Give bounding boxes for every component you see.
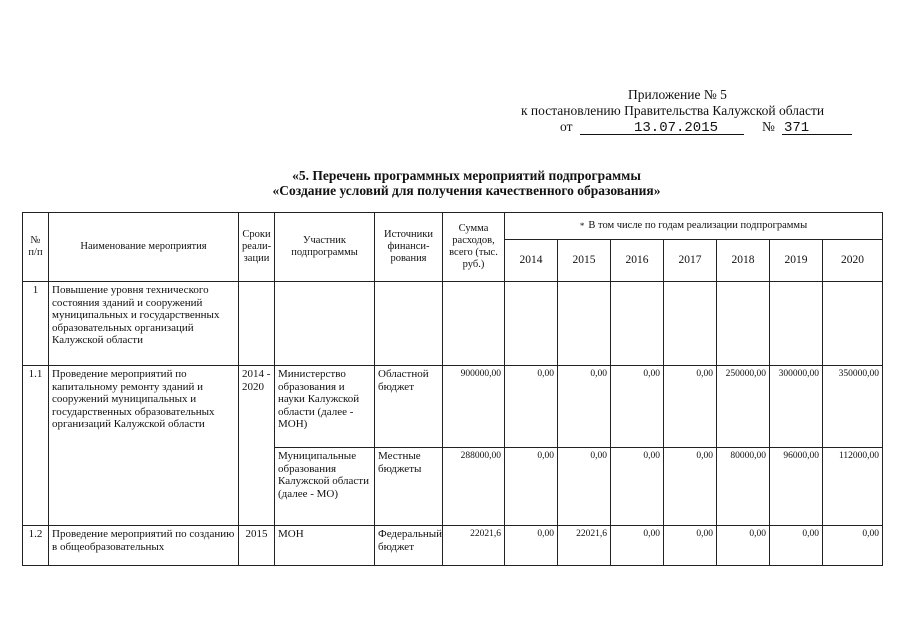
row-year-2019: 0,00 [770,526,823,566]
appendix-date-field [580,118,744,135]
row-name: Проведение мероприятий по созданию в общеобразовательных [49,526,239,566]
row-year-2020: 112000,00 [823,448,883,526]
row-num: 1 [23,282,49,366]
row-year-2019: 300000,00 [770,366,823,448]
appendix-title: Приложение № 5 [628,87,727,102]
row-terms: 2015 [239,526,275,566]
row-name: Повышение уровня технического состояния зданий и сооружений муниципальных и государственных образовательных организаций Калужской области [49,282,239,366]
header-year-2019: 2019 [770,240,823,282]
row-year-2015: 22021,6 [558,526,611,566]
row-sum: 22021,6 [443,526,505,566]
document-title-line1: «5. Перечень программных мероприятий подпрограммы [292,168,641,183]
header-years-group-mark: * [579,221,585,231]
row-participant: Муниципальные образования Калужской области (далее - МО) [275,448,375,526]
table-header-row-1 [23,213,883,240]
document-title-line2: «Создание условий для получения качественного образования» [272,183,661,198]
row-year-2020: 350000,00 [823,366,883,448]
row-name: Проведение мероприятий по капитальному ремонту зданий и сооружений муниципальных и государственных образовательных организаций Калужской области [49,366,239,526]
row-year-2018: 250000,00 [717,366,770,448]
row-num: 1.2 [23,526,49,566]
header-sum: Сумма расходов, всего (тыс. руб.) [443,213,505,282]
row-participant: Министерство образования и науки Калужской области (далее - МОН) [275,366,375,448]
row-year-2017: 0,00 [664,526,717,566]
table-row [23,282,883,366]
header-year-2017: 2017 [664,240,717,282]
row-sum: 900000,00 [443,366,505,448]
row-source: Федеральный бюджет [375,526,443,566]
row-year-2014: 0,00 [505,366,558,448]
appendix-date-line [560,119,572,135]
appendix-number: 371 [784,120,810,136]
row-year-2018: 0,00 [717,526,770,566]
appendix-decree-line: к постановлению Правительства Калужской области [521,103,825,118]
row-year-2014: 0,00 [505,526,558,566]
row-year-2014: 0,00 [505,448,558,526]
row-num: 1.1 [23,366,49,526]
header-year-2015: 2015 [558,240,611,282]
header-year-2014: 2014 [505,240,558,282]
table-row [23,366,883,448]
header-years-group [505,213,883,240]
row-source: Областной бюджет [375,366,443,448]
row-year-2017: 0,00 [664,366,717,448]
header-year-2020: 2020 [823,240,883,282]
table-row [23,526,883,566]
row-year-2016: 0,00 [611,526,664,566]
row-year-2015: 0,00 [558,448,611,526]
appendix-number-field [782,118,852,135]
row-terms: 2014 - 2020 [239,366,275,526]
activities-table [22,212,883,566]
appendix-from-label: от [560,119,573,134]
appendix-date: 13.07.2015 [633,120,718,136]
row-participant: МОН [275,526,375,566]
row-year-2018: 80000,00 [717,448,770,526]
row-year-2015: 0,00 [558,366,611,448]
row-sum: 288000,00 [443,448,505,526]
row-year-2020: 0,00 [823,526,883,566]
row-year-2019: 96000,00 [770,448,823,526]
header-terms: Сроки реали-зации [239,213,275,282]
row-year-2016: 0,00 [611,366,664,448]
header-sources: Источники финанси-рования [375,213,443,282]
appendix-number-label: № [762,119,775,134]
header-participant: Участник подпрограммы [275,213,375,282]
header-num: № п/п [23,213,49,282]
row-source: Местные бюджеты [375,448,443,526]
header-name: Наименование мероприятия [49,213,239,282]
header-year-2016: 2016 [611,240,664,282]
header-year-2018: 2018 [717,240,770,282]
row-year-2017: 0,00 [664,448,717,526]
header-years-group-label: В том числе по годам реализации подпрограммы [588,220,808,231]
row-year-2016: 0,00 [611,448,664,526]
